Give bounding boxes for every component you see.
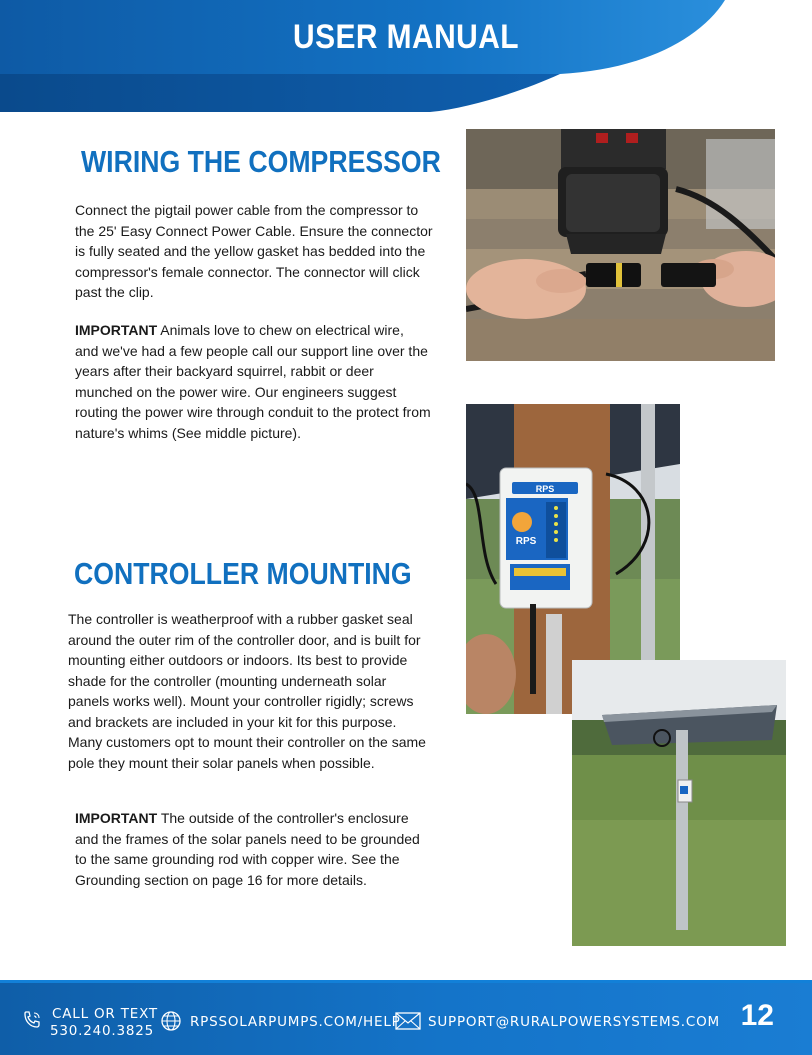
photo-pole-mount-solar xyxy=(572,660,786,946)
section-title-wiring: WIRING THE COMPRESSOR xyxy=(81,144,441,179)
controller-paragraph: The controller is weatherproof with a rubber gasket seal around the outer rim of the controller door, and is built for mounting either outdoors or indoors. Its best to provide shade for the controller (mounting underneath solar panels works well). Mount your controller rigidly; screws and brackets are included in your kit for this purpose. Many customers opt to mount their controller on the same pole they mount their solar panels when possible. xyxy=(68,611,426,771)
important-label: IMPORTANT xyxy=(75,810,158,826)
important-label: IMPORTANT xyxy=(75,322,158,338)
globe-icon xyxy=(160,1010,182,1037)
footer-phone[interactable]: 530.240.3825 xyxy=(50,1023,155,1039)
phone-icon xyxy=(22,1010,42,1035)
section-title-controller: CONTROLLER MOUNTING xyxy=(74,556,412,591)
important-text: The outside of the controller's enclosure and the frames of the solar panels need to be grounded to the same grounding rod with copper wire. See the Grounding section on page 16 for more details. xyxy=(75,810,420,888)
controller-important-note xyxy=(75,808,427,890)
controller-label-top: RPS xyxy=(535,484,555,494)
footer-email[interactable]: SUPPORT@RURALPOWERSYSTEMS.COM xyxy=(428,1014,720,1030)
wiring-paragraph: Connect the pigtail power cable from the compressor to the 25' Easy Connect Power Cable. Ensure the connector is fully seated and the yellow gasket has bedded into the compressor's female connector. The connector will click past the clip. xyxy=(75,202,433,300)
photo-compressor-connector xyxy=(466,129,775,361)
controller-logo-text: RPS xyxy=(515,536,537,547)
footer-call-label: CALL OR TEXT xyxy=(52,1006,158,1022)
page-number: 12 xyxy=(740,999,774,1032)
important-text: Animals love to chew on electrical wire, and we've had a few people call our support line over the years after their backyard squirrel, rabbit or deer munched on the power wire. Our engineers suggest routing the power wire through conduit to the protect from nature's whims (See middle picture). xyxy=(75,322,431,441)
mail-icon xyxy=(395,1012,421,1035)
wiring-important-note xyxy=(75,320,431,443)
footer-bar xyxy=(0,980,812,1055)
header-banner xyxy=(0,0,812,112)
header-title: USER MANUAL xyxy=(293,18,519,56)
footer-website[interactable]: RPSSOLARPUMPS.COM/HELP xyxy=(190,1014,401,1030)
